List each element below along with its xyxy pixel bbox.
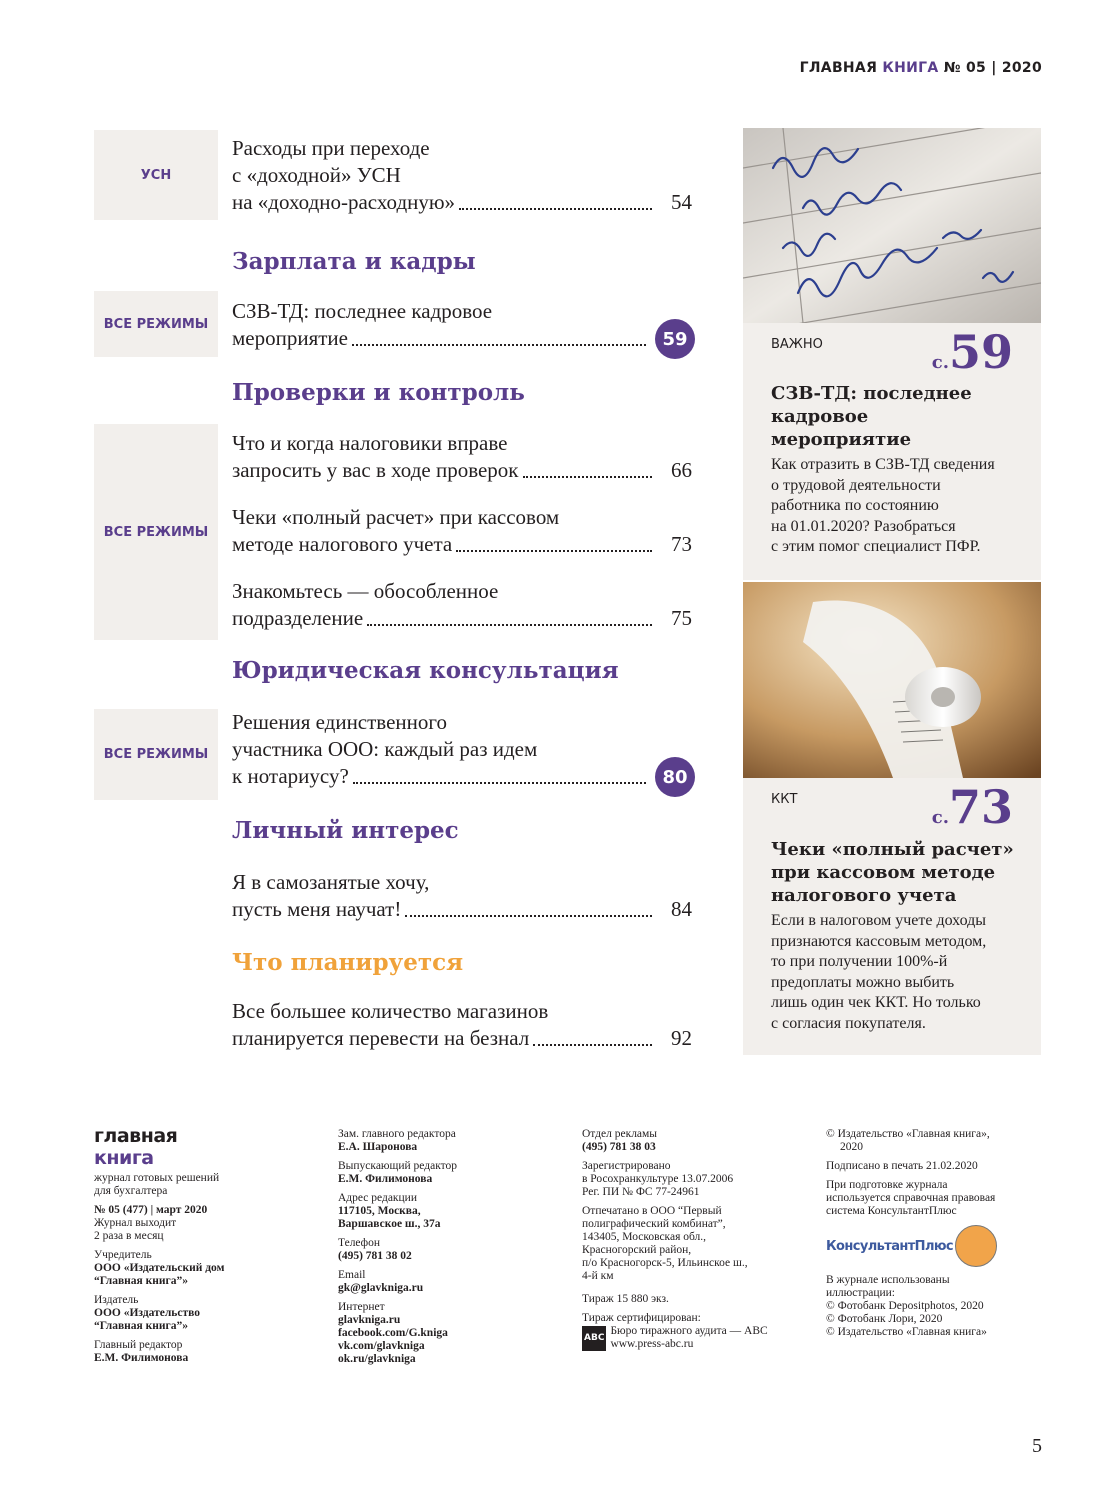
ill-line: иллюстрации: — [826, 1287, 896, 1299]
imprint-col-1 — [94, 1125, 284, 1371]
entry-line: Все большее количество магазинов — [232, 999, 549, 1023]
text-line: работника по состоянию — [771, 497, 939, 514]
print-line: 143405, Московская обл., — [582, 1231, 707, 1243]
reg-line: в Росохранкультуре 13.07.2006 — [582, 1173, 734, 1185]
page-badge[interactable]: 59 — [655, 319, 695, 359]
entry-line: пусть меня научат! — [232, 897, 402, 921]
toc-entry-llc-decisions[interactable] — [232, 709, 692, 790]
address: Варшавское ш., 37а — [338, 1218, 441, 1230]
text-line: Если в налоговом учете доходы — [771, 912, 986, 929]
text-line: предоплаты можно выбить — [771, 973, 955, 991]
promo-title — [771, 382, 972, 451]
page-number: 75 — [671, 606, 692, 630]
cert-label: Тираж сертифицирован: — [582, 1312, 701, 1324]
page-number: 84 — [671, 897, 692, 921]
entry-line: Я в самозанятые хочу, — [232, 870, 430, 894]
tag-all-regimes: ВСЕ РЕЖИМЫ — [94, 424, 218, 640]
founder: ООО «Издательский дом — [94, 1262, 225, 1274]
print-line: полиграфический комбинат”, — [582, 1218, 726, 1230]
entry-line: методе налогового учета — [232, 532, 453, 556]
section-title-salary: Зарплата и кадры — [232, 248, 476, 275]
title-line: Чеки «полный расчет» — [771, 839, 1014, 860]
entry-last-line — [232, 189, 692, 216]
imprint-col-3 — [582, 1128, 797, 1357]
ads-phone: (495) 781 38 03 — [582, 1141, 656, 1153]
promo-kicker: ВАЖНО — [771, 337, 823, 352]
logo-line: главная — [94, 1125, 178, 1147]
page-number: 66 — [671, 458, 692, 482]
leader-dots — [352, 344, 646, 346]
web-link[interactable]: facebook.com/G.kniga — [338, 1327, 448, 1339]
entry-line: к нотариусу? — [232, 764, 349, 788]
running-header — [800, 60, 1042, 76]
ill-line: © Фотобанк Лори, 2020 — [826, 1313, 943, 1325]
text-line: признаются кассовым методом, — [771, 932, 987, 950]
tagline-line: для бухгалтера — [94, 1185, 168, 1197]
promo-text — [771, 455, 995, 558]
toc-entry-cashless[interactable] — [232, 998, 692, 1052]
entry-line: Знакомьтесь — обособленное — [232, 579, 499, 603]
print-run: Тираж 15 880 экз. — [582, 1293, 669, 1305]
deputy-label: Зам. главного редактора — [338, 1128, 456, 1140]
page-prefix: с. — [931, 352, 949, 373]
ill-line: © Издательство «Главная книга» — [826, 1326, 987, 1338]
deputy: Е.А. Шаронова — [338, 1141, 418, 1153]
entry-line: с «доходной» УСН — [232, 163, 401, 187]
cert-line: Бюро тиражного аудита — ABC — [610, 1325, 768, 1337]
entry-line: Что и когда налоговики вправе — [232, 431, 508, 455]
text-line: о трудовой деятельности — [771, 476, 941, 494]
publisher: ООО «Издательство — [94, 1307, 201, 1319]
print-line: Отпечатано в ООО “Первый — [582, 1205, 722, 1217]
text-line: с этим помог специалист ПФР. — [771, 538, 981, 555]
entry-last-line — [232, 531, 692, 558]
ill-line: В журнале использованы — [826, 1274, 950, 1286]
text-line: с согласия покупателя. — [771, 1014, 926, 1032]
copyright-line: 2020 — [840, 1141, 863, 1153]
web-link[interactable]: ok.ru/glavkniga — [338, 1353, 416, 1365]
ill-line: © Фотобанк Depositphotos, 2020 — [826, 1300, 984, 1312]
founder-label: Учредитель — [94, 1249, 152, 1261]
text-line: то при получении 100%-й — [771, 953, 948, 970]
entry-last-line — [232, 325, 692, 352]
toc-entry-tax-requests[interactable] — [232, 430, 692, 484]
title-line: налогового учета — [771, 885, 957, 906]
publisher-label: Издатель — [94, 1294, 139, 1306]
entry-line: подразделение — [232, 606, 364, 630]
logo-line: книга — [94, 1147, 154, 1169]
page-number-large: 59 — [948, 325, 1013, 379]
professor-icon — [955, 1225, 997, 1267]
receipt-illustration — [743, 582, 1041, 778]
reg-line: Рег. ПИ № ФС 77-24961 — [582, 1186, 700, 1198]
section-title-personal: Личный интерес — [232, 817, 459, 844]
promo-title — [771, 838, 1014, 907]
publisher: “Главная книга”» — [94, 1320, 189, 1332]
toc-entry-subdivision[interactable] — [232, 578, 692, 632]
section-title-audits: Проверки и контроль — [232, 379, 525, 406]
entry-last-line — [232, 457, 692, 484]
email-label: Email — [338, 1269, 366, 1281]
ads-label: Отдел рекламы — [582, 1128, 658, 1140]
entry-line: планируется перевести на безнал — [232, 1026, 530, 1050]
freq-line: 2 раза в месяц — [94, 1230, 164, 1242]
magazine-logo — [94, 1125, 284, 1169]
promo-card-receipts[interactable] — [743, 778, 1041, 1055]
page-number: 92 — [671, 1026, 692, 1050]
entry-line: Решения единственного — [232, 710, 447, 734]
address: 117105, Москва, — [338, 1205, 421, 1217]
tagline-line: журнал готовых решений — [94, 1172, 220, 1184]
leader-dots — [459, 208, 652, 210]
tag-all-regimes: ВСЕ РЕЖИМЫ — [94, 291, 218, 357]
page-number: 54 — [671, 190, 692, 214]
header-issue: № 05 | 2020 — [943, 60, 1042, 76]
issue-info: № 05 (477) | март 2020 — [94, 1204, 208, 1216]
entry-line: Расходы при переходе — [232, 136, 430, 160]
toc-entry-usn-expenses[interactable] — [232, 135, 692, 216]
tag-all-regimes: ВСЕ РЕЖИМЫ — [94, 709, 218, 800]
signed-date: Подписано в печать 21.02.2020 — [826, 1160, 978, 1172]
entry-last-line — [232, 763, 692, 790]
toc-entry-szv-td[interactable] — [232, 298, 692, 352]
photo-receipt-roll — [743, 582, 1041, 778]
leader-dots — [405, 915, 652, 917]
tag-usn: УСН — [94, 130, 218, 220]
phone-label: Телефон — [338, 1237, 381, 1249]
cert-line: www.press-abc.ru — [610, 1338, 694, 1350]
entry-line: участника ООО: каждый раз идем — [232, 737, 538, 761]
title-line: при кассовом методе — [771, 862, 996, 883]
header-brand-main: ГЛАВНАЯ — [799, 60, 878, 76]
page-number: 73 — [671, 532, 692, 556]
email-link[interactable]: gk@glavkniga.ru — [338, 1282, 424, 1294]
consultant-plus-wordmark: КонсультантПлюс — [826, 1238, 954, 1254]
release-editor-label: Выпускающий редактор — [338, 1160, 458, 1172]
text-line: на 01.01.2020? Разобраться — [771, 517, 956, 535]
leader-dots — [523, 476, 652, 478]
header-brand-kniga: КНИГА — [882, 60, 939, 76]
address-label: Адрес редакции — [338, 1192, 417, 1204]
sys-line: система КонсультантПлюс — [826, 1205, 957, 1217]
entry-line: Чеки «полный расчет» при кассовом — [232, 505, 560, 529]
entry-line: мероприятие — [232, 326, 348, 350]
entry-last-line — [232, 896, 692, 923]
title-line: кадровое — [771, 406, 869, 427]
founder: “Главная книга”» — [94, 1275, 189, 1287]
web-link[interactable]: vk.com/glavkniga — [338, 1340, 425, 1352]
imprint-col-2 — [338, 1128, 548, 1372]
editor-label: Главный редактор — [94, 1339, 183, 1351]
page-folio: 5 — [1032, 1435, 1042, 1457]
title-line: мероприятие — [771, 429, 912, 450]
web-label: Интернет — [338, 1301, 385, 1313]
promo-kicker: ККТ — [771, 792, 798, 807]
reg-line: Зарегистрировано — [582, 1160, 671, 1172]
promo-page-ref — [932, 325, 1013, 379]
print-line: п/о Красногорск-5, Ильинское ш., — [582, 1257, 748, 1269]
title-line: СЗВ-ТД: последнее — [771, 383, 972, 404]
toc-entry-receipts[interactable] — [232, 504, 692, 558]
handwriting-illustration — [743, 128, 1041, 323]
release-editor: Е.М. Филимонова — [338, 1173, 433, 1185]
photo-handwritten-document — [743, 128, 1041, 323]
print-line: 4-й км — [582, 1270, 614, 1282]
abc-logo-icon: ABC — [582, 1326, 606, 1351]
promo-page-ref — [932, 780, 1013, 834]
consultant-plus-logo — [826, 1224, 1056, 1268]
text-line: лишь один чек ККТ. Но только — [771, 994, 981, 1011]
web-link[interactable]: glavkniga.ru — [338, 1314, 401, 1326]
sys-line: При подготовке журнала — [826, 1179, 948, 1191]
phone: (495) 781 38 02 — [338, 1250, 412, 1262]
entry-last-line — [232, 605, 692, 632]
leader-dots — [456, 550, 652, 552]
leader-dots — [533, 1044, 652, 1046]
promo-card-szv-td[interactable] — [743, 323, 1041, 580]
imprint-col-4 — [826, 1128, 1056, 1345]
promo-text — [771, 911, 986, 1034]
section-title-legal: Юридическая консультация — [232, 657, 619, 684]
entry-line: СЗВ-ТД: последнее кадровое — [232, 299, 493, 323]
page-prefix: с. — [931, 807, 949, 828]
entry-line: на «доходно-расходную» — [232, 190, 456, 214]
page-badge[interactable]: 80 — [655, 757, 695, 797]
editor: Е.М. Филимонова — [94, 1352, 189, 1364]
leader-dots — [367, 624, 652, 626]
copyright-line: © Издательство «Главная книга», — [826, 1128, 990, 1140]
entry-line: запросить у вас в ходе проверок — [232, 458, 519, 482]
page-number-large: 73 — [948, 780, 1013, 834]
leader-dots — [353, 782, 646, 784]
sys-line: используется справочная правовая — [826, 1192, 996, 1204]
freq-line: Журнал выходит — [94, 1217, 177, 1229]
section-title-planned: Что планируется — [232, 949, 464, 976]
entry-last-line — [232, 1025, 692, 1052]
print-line: Красногорский район, — [582, 1244, 692, 1256]
text-line: Как отразить в СЗВ-ТД сведения — [771, 456, 995, 473]
toc-entry-self-employed[interactable] — [232, 869, 692, 923]
